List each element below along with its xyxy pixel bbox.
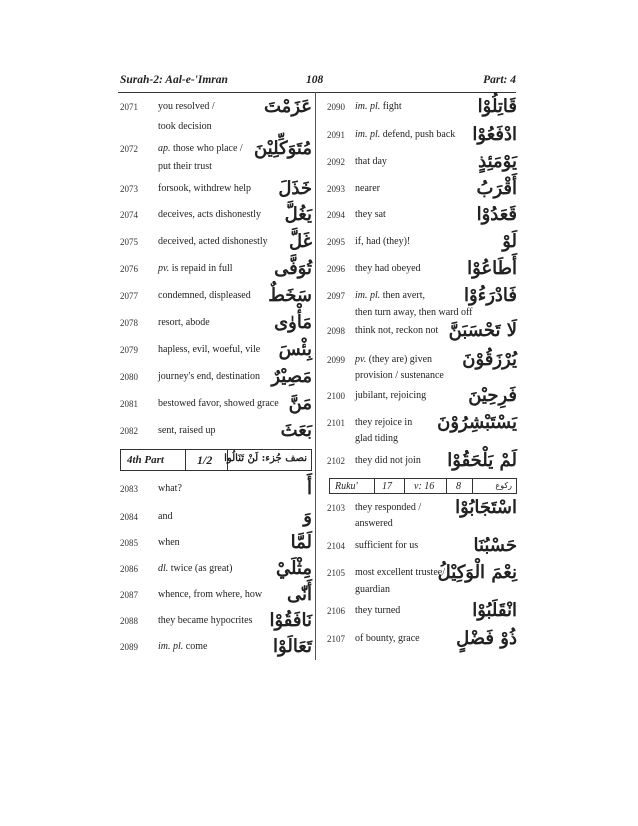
entry-number: 2078 bbox=[120, 318, 138, 328]
entry-meaning: im. pl. fight bbox=[355, 101, 402, 112]
entry-arabic: يَسْتَبْشِرُوْنَ bbox=[437, 412, 517, 433]
entry-arabic: قَعَدُوْا bbox=[476, 204, 517, 225]
entry-meaning: sent, raised up bbox=[158, 425, 216, 436]
entry-meaning: condemned, displeased bbox=[158, 290, 251, 301]
entry-meaning: ap. those who place / bbox=[158, 143, 243, 154]
part-marker-box bbox=[120, 449, 312, 471]
entry-arabic: تُوَفَّى bbox=[274, 258, 312, 279]
ruku-number: 17 bbox=[382, 481, 392, 492]
entry-arabic: نَافَقُوْا bbox=[269, 610, 312, 631]
entry-number: 2083 bbox=[120, 484, 138, 494]
entry-meaning: most excellent trustee/ bbox=[355, 567, 445, 578]
entry-number: 2071 bbox=[120, 102, 138, 112]
entry-meaning: im. pl. then avert, bbox=[355, 290, 425, 301]
entry-number: 2092 bbox=[327, 157, 345, 167]
vocab-entry bbox=[120, 204, 312, 232]
vocab-entry bbox=[120, 532, 312, 560]
entry-number: 2079 bbox=[120, 345, 138, 355]
part-label: Part: 4 bbox=[483, 74, 516, 86]
entry-number: 2086 bbox=[120, 564, 138, 574]
entry-meaning: they turned bbox=[355, 605, 401, 616]
entry-meaning: they sat bbox=[355, 209, 386, 220]
entry-number: 2077 bbox=[120, 291, 138, 301]
entry-number: 2073 bbox=[120, 184, 138, 194]
entry-arabic: أَ bbox=[306, 478, 312, 499]
entry-meaning: think not, reckon not bbox=[355, 325, 439, 336]
ruku-verse: v: 16 bbox=[414, 481, 435, 492]
entry-number: 2099 bbox=[327, 355, 345, 365]
entry-meaning: that day bbox=[355, 156, 387, 167]
entry-meaning: you resolved / bbox=[158, 101, 215, 112]
entry-arabic: ذُوْ فَضْلٍ bbox=[456, 628, 517, 649]
ruku-divider bbox=[472, 479, 473, 493]
entry-number: 2075 bbox=[120, 237, 138, 247]
entry-meaning: if, had (they)! bbox=[355, 236, 411, 247]
vocab-entry bbox=[327, 385, 517, 413]
vocab-entry bbox=[120, 312, 312, 340]
entry-meaning: they did not join bbox=[355, 455, 421, 466]
entry-arabic: سَخَطٌ bbox=[268, 285, 312, 306]
entry-meaning: and bbox=[158, 511, 173, 522]
entry-number: 2105 bbox=[327, 568, 345, 578]
header-rule bbox=[118, 92, 516, 93]
entry-meaning: they responded / bbox=[355, 502, 422, 513]
entry-arabic: أَطَاعُوْا bbox=[467, 258, 517, 279]
vocab-entry bbox=[120, 178, 312, 206]
entry-number: 2082 bbox=[120, 426, 138, 436]
surah-title: Surah-2: Aal-e-'Imran bbox=[120, 74, 228, 86]
entry-meaning: journey's end, destination bbox=[158, 371, 261, 382]
entry-number: 2101 bbox=[327, 418, 345, 428]
entry-number: 2093 bbox=[327, 184, 345, 194]
entry-arabic: لَمْ يَلْحَقُوْا bbox=[447, 450, 517, 471]
vocab-entry bbox=[327, 258, 517, 286]
entry-arabic: انْقَلَبُوْا bbox=[472, 600, 517, 621]
entry-number: 2097 bbox=[327, 291, 345, 301]
entry-continuation: guardian bbox=[355, 584, 390, 595]
entry-arabic: مِثْلَيْ bbox=[275, 558, 312, 579]
entry-arabic: مَنَّ bbox=[288, 393, 312, 414]
entry-arabic: عَزَمْتَ bbox=[264, 96, 312, 117]
entry-arabic: ادْفَعُوْا bbox=[472, 124, 517, 145]
ruku-marker-box bbox=[329, 478, 517, 494]
vocab-entry bbox=[327, 628, 517, 656]
vocab-entry bbox=[327, 96, 517, 124]
column-divider bbox=[315, 92, 316, 660]
entry-meaning: resort, abode bbox=[158, 317, 210, 328]
entry-number: 2072 bbox=[120, 144, 138, 154]
entry-arabic: فَرِحِيْنَ bbox=[468, 385, 517, 406]
ruku-divider bbox=[374, 479, 375, 493]
entry-number: 2104 bbox=[327, 541, 345, 551]
entry-meaning: bestowed favor, showed grace bbox=[158, 398, 279, 409]
vocab-entry bbox=[120, 339, 312, 367]
entry-number: 2096 bbox=[327, 264, 345, 274]
entry-meaning: whence, from where, how bbox=[158, 589, 263, 600]
entry-meaning: dl. twice (as great) bbox=[158, 563, 233, 574]
vocab-entry bbox=[120, 366, 312, 394]
ruku-label: Ruku' bbox=[335, 481, 358, 492]
entry-arabic: خَذَلَ bbox=[278, 178, 312, 199]
vocab-entry bbox=[327, 178, 517, 206]
vocab-entry bbox=[120, 478, 312, 506]
ruku-divider bbox=[404, 479, 405, 493]
entry-meaning: im. pl. come bbox=[158, 641, 208, 652]
entry-number: 2088 bbox=[120, 616, 138, 626]
entry-number: 2081 bbox=[120, 399, 138, 409]
vocab-entry bbox=[120, 231, 312, 259]
entry-arabic: غَلَّ bbox=[288, 231, 312, 252]
entry-arabic: وَ bbox=[303, 506, 312, 527]
entry-arabic: نِعْمَ الْوَكِيْلُ bbox=[437, 562, 517, 583]
entry-meaning: sufficient for us bbox=[355, 540, 419, 551]
entry-meaning: hapless, evil, woeful, vile bbox=[158, 344, 261, 355]
entry-arabic: فَادْرَءُوْا bbox=[464, 285, 517, 306]
entry-number: 2100 bbox=[327, 391, 345, 401]
vocab-entry bbox=[327, 320, 517, 348]
ruku-count: 8 bbox=[456, 481, 461, 492]
part-box-divider bbox=[185, 450, 186, 470]
entry-arabic: أَنّٰى bbox=[286, 584, 312, 605]
vocab-entry bbox=[120, 558, 312, 586]
entry-arabic: يَغُلَّ bbox=[284, 204, 312, 225]
entry-number: 2080 bbox=[120, 372, 138, 382]
entry-meaning: forsook, withdrew help bbox=[158, 183, 252, 194]
entry-continuation: glad tiding bbox=[355, 433, 399, 444]
entry-continuation: put their trust bbox=[158, 161, 212, 172]
vocab-entry bbox=[120, 584, 312, 612]
vocab-entry bbox=[120, 138, 312, 166]
entry-meaning: pv. is repaid in full bbox=[158, 263, 233, 274]
entry-meaning: of bounty, grace bbox=[355, 633, 420, 644]
entry-continuation: answered bbox=[355, 518, 393, 529]
entry-meaning: jubilant, rejoicing bbox=[355, 390, 427, 401]
entry-number: 2084 bbox=[120, 512, 138, 522]
entry-number: 2074 bbox=[120, 210, 138, 220]
entry-arabic: يُرْزَقُوْنَ bbox=[462, 349, 517, 370]
vocab-entry bbox=[327, 204, 517, 232]
page-header bbox=[120, 74, 516, 90]
entry-meaning: they became hypocrites bbox=[158, 615, 253, 626]
entry-meaning: deceived, acted dishonestly bbox=[158, 236, 268, 247]
vocab-entry bbox=[327, 231, 517, 259]
ruku-divider bbox=[446, 479, 447, 493]
vocab-entry bbox=[327, 600, 517, 628]
entry-meaning: pv. (they are) given bbox=[355, 354, 433, 365]
entry-arabic: أَقْرَبُ bbox=[476, 178, 517, 199]
vocab-entry bbox=[120, 393, 312, 421]
entry-number: 2085 bbox=[120, 538, 138, 548]
entry-meaning: they rejoice in bbox=[355, 417, 413, 428]
part-box-fraction: 1/2 bbox=[197, 453, 213, 467]
ruku-arabic: رکوع bbox=[495, 481, 512, 490]
entry-number: 2090 bbox=[327, 102, 345, 112]
part-box-arabic: نصف جُزء: لَنْ تَنَالُوا bbox=[224, 453, 307, 464]
entry-number: 2107 bbox=[327, 634, 345, 644]
entry-continuation: then turn away, then ward off bbox=[355, 307, 473, 318]
entry-number: 2103 bbox=[327, 503, 345, 513]
page-number: 108 bbox=[306, 74, 324, 86]
vocab-entry bbox=[120, 285, 312, 313]
entry-number: 2089 bbox=[120, 642, 138, 652]
entry-meaning: nearer bbox=[355, 183, 380, 194]
entry-arabic: يَوْمَئِذٍ bbox=[478, 151, 517, 172]
entry-continuation: took decision bbox=[158, 121, 212, 132]
entry-number: 2087 bbox=[120, 590, 138, 600]
entry-number: 2102 bbox=[327, 456, 345, 466]
vocab-entry bbox=[327, 450, 517, 478]
entry-number: 2076 bbox=[120, 264, 138, 274]
vocab-entry bbox=[327, 535, 517, 563]
entry-number: 2095 bbox=[327, 237, 345, 247]
entry-arabic: مَأْوٰى bbox=[274, 312, 312, 333]
vocab-entry bbox=[120, 506, 312, 534]
entry-arabic: مُتَوَكِّلِيْنَ bbox=[253, 138, 312, 159]
entry-continuation: provision / sustenance bbox=[355, 370, 444, 381]
entry-arabic: بَعَثَ bbox=[280, 420, 312, 441]
vocab-entry bbox=[120, 258, 312, 286]
entry-arabic: حَسْبُنَا bbox=[473, 535, 517, 556]
vocab-entry bbox=[120, 96, 312, 124]
entry-arabic: قَاتِلُوْا bbox=[477, 96, 517, 117]
part-box-label: 4th Part bbox=[127, 454, 164, 466]
entry-meaning: deceives, acts dishonestly bbox=[158, 209, 262, 220]
entry-meaning: when bbox=[158, 537, 180, 548]
entry-number: 2106 bbox=[327, 606, 345, 616]
entry-meaning: im. pl. defend, push back bbox=[355, 129, 456, 140]
entry-arabic: لَوْ bbox=[502, 231, 517, 252]
entry-arabic: تَعَالَوْا bbox=[273, 636, 312, 657]
vocab-entry bbox=[327, 151, 517, 179]
entry-arabic: اسْتَجَابُوْا bbox=[455, 497, 517, 518]
entry-arabic: بِئْسَ bbox=[278, 339, 312, 360]
vocab-entry bbox=[120, 636, 312, 664]
entry-number: 2091 bbox=[327, 130, 345, 140]
entry-arabic: مَصِيْرٌ bbox=[271, 366, 312, 387]
entry-number: 2094 bbox=[327, 210, 345, 220]
entry-meaning: they had obeyed bbox=[355, 263, 421, 274]
entry-arabic: لَا تَحْسَبَنَّ bbox=[448, 320, 517, 341]
vocab-entry bbox=[327, 124, 517, 152]
vocab-entry bbox=[120, 420, 312, 448]
entry-arabic: لَمَّا bbox=[290, 532, 312, 553]
entry-number: 2098 bbox=[327, 326, 345, 336]
vocab-entry bbox=[120, 610, 312, 638]
entry-meaning: what? bbox=[158, 483, 182, 494]
